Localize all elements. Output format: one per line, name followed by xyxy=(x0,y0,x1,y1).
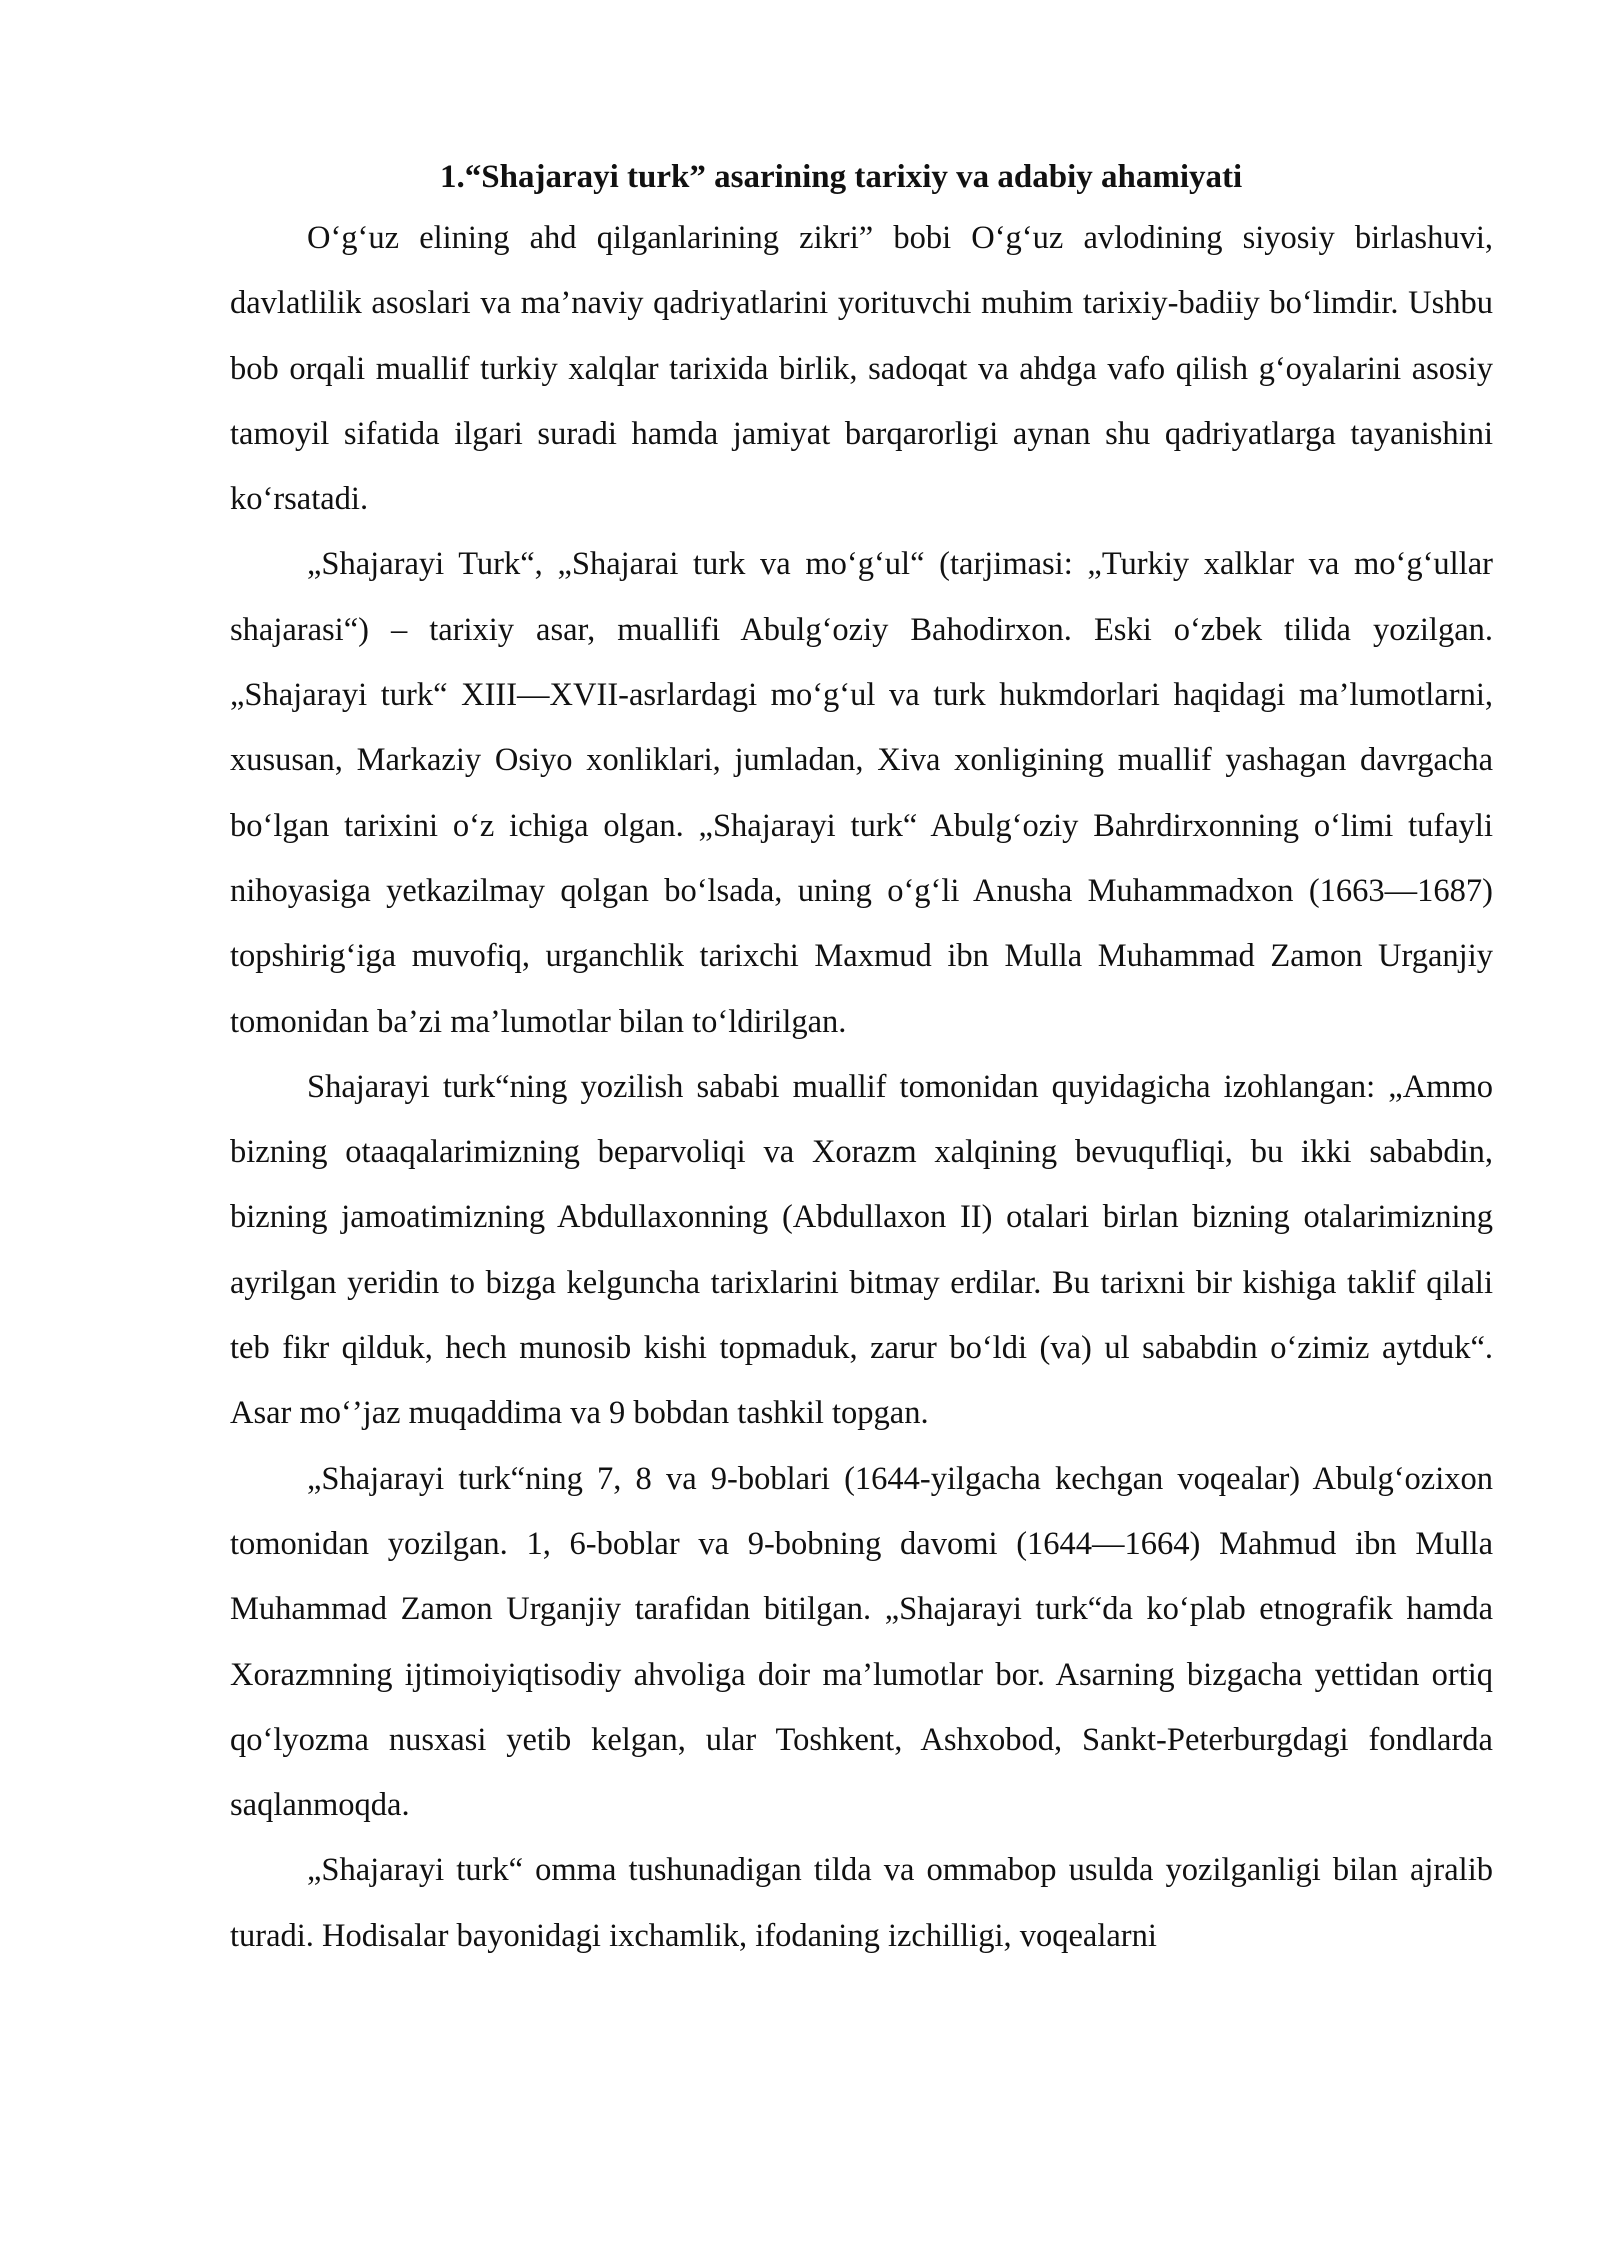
paragraph-oguz-chapter: O‘g‘uz elining ahd qilganlarining zikri” bobi O‘g‘uz avlodining siyosiy birlashuvi, davlatlilik asoslari va ma’naviy qadriyatlarini yorituvchi muhim tarixiy-badiiy bo‘limdir. Ushbu bob orqali muallif turkiy xalqlar tarixida birlik, sadoqat va ahdga vafo qilish g‘oyalarini asosiy tamoyil sifatida ilgari suradi hamda jamiyat barqarorligi aynan shu qadriyatlarga tayanishini ko‘rsatadi. xyxy=(230,220,1493,518)
paragraph-writing-reason: Shajarayi turk“ning yozilish sababi muallif tomonidan quyidagicha izohlangan: „Ammo bizning otaaqalarimizning beparvoliqi va Xorazm xalqining bevuqufliqi, bu ikki sababdin, bizning jamoatimizning Abdullaxonning (Abdullaxon II) otalari birlan bizning otalarimizning ayrilgan yeridin to bizga kelguncha tarixlarini bitmay erdilar. Bu tarixni bir kishiga taklif qilali teb fikr qilduk, hech munosib kishi topmaduk, zarur bo‘ldi (va) ul sababdin o‘zimiz aytduk“. Asar mo‘’jaz muqaddima va 9 bobdan tashkil topgan. xyxy=(230,1068,1493,1432)
paragraph-work-overview: „Shajarayi Turk“, „Shajarai turk va mo‘g‘ul“ (tarjimasi: „Turkiy xalklar va mo‘g‘ullar shajarasi“) – tarixiy asar, muallifi Abulg‘oziy Bahodirxon. Eski o‘zbek tilida yozilgan. „Shajarayi turk“ XIII—XVII-asrlardagi mo‘g‘ul va turk hukmdorlari haqidagi ma’lumotlarni, xususan, Markaziy Osiyo xonliklari, jumladan, Xiva xonligining muallif yashagan davrgacha bo‘lgan tarixini o‘z ichiga olgan. „Shajarayi turk“ Abulg‘oziy Bahrdirxonning o‘limi tufayli nihoyasiga yetkazilmay qolgan bo‘lsada, uning o‘g‘li Anusha Muhammadxon (1663—1687) topshirig‘iga muvofiq, urganchlik tarixchi Maxmud ibn Mulla Muhammad Zamon Urganjiy tomonidan ba’zi ma’lumotlar bilan to‘ldirilgan. xyxy=(230,546,1493,1040)
paragraph-language-style: „Shajarayi turk“ omma tushunadigan tilda va ommabop usulda yozilganligi bilan ajralib turadi. Hodisalar bayonidagi ixchamlik, ifodaning izchilligi, voqealarni xyxy=(230,1852,1493,1954)
document-body xyxy=(230,148,1493,1969)
section-title: 1.“Shajarayi turk” asarining tarixiy va adabiy ahamiyati xyxy=(440,159,1243,195)
paragraph-chapters-authorship: „Shajarayi turk“ning 7, 8 va 9-boblari (1644-yilgacha kechgan voqealar) Abulg‘ozixon tomonidan yozilgan. 1, 6-boblar va 9-bobning davomi (1644—1664) Mahmud ibn Mulla Muhammad Zamon Urganjiy tarafidan bitilgan. „Shajarayi turk“da ko‘plab etnografik hamda Xorazmning ijtimoiyiqtisodiy ahvoliga doir ma’lumotlar bor. Asarning bizgacha yettidan ortiq qo‘lyozma nusxasi yetib kelgan, ular Toshkent, Ashxobod, Sankt-Peterburgdagi fondlarda saqlanmoqda. xyxy=(230,1460,1493,1824)
